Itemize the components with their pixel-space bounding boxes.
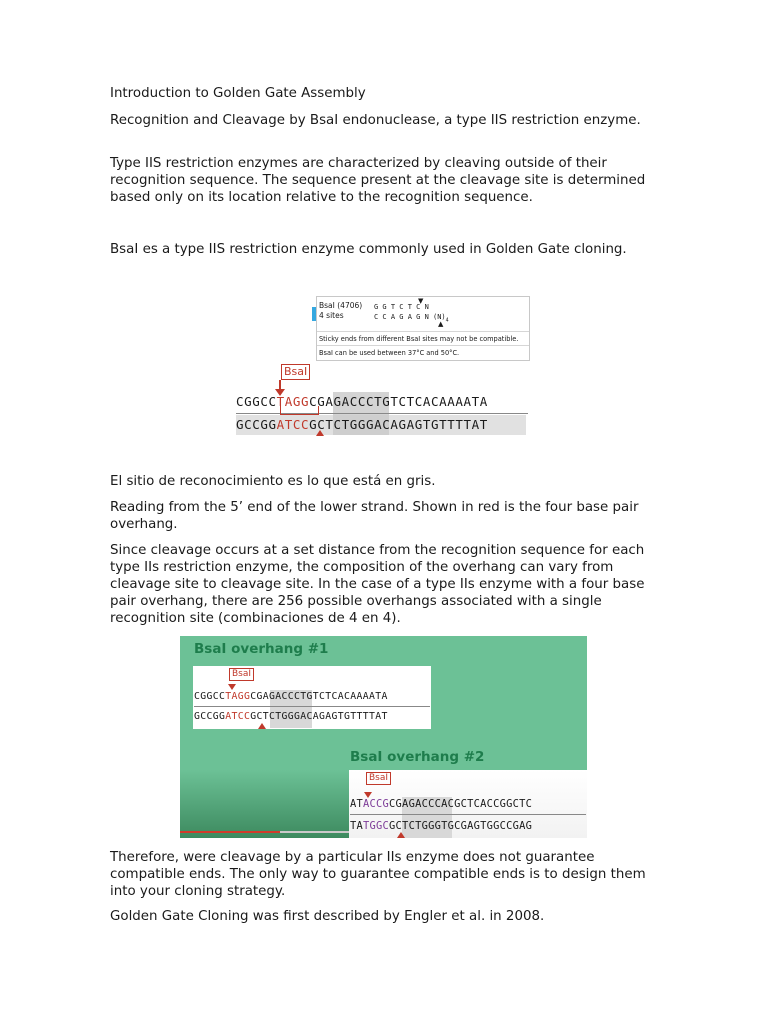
o1-bottom-overhang: ATCC [225, 711, 251, 722]
paragraph-lower-strand: Reading from the 5’ end of the lower strand. Shown in red is the four base pair overhang. [110, 500, 639, 532]
paragraph-overhangs: Since cleavage occurs at a set distance from the recognition sequence for each type IIs restriction enzyme, the composition of the overhang can vary from cleavage site to cleavage site. In the case of a type IIs enzyme with a four base pair overhang, there are 256 possible overhangs associated with a single recognition site (combinaciones de 4 en 4). [110, 543, 645, 626]
cut-arrow-down: ▼ [418, 297, 424, 305]
figure-bsai-site [236, 295, 532, 438]
tooltip-divider-2 [317, 345, 529, 346]
o2-top-overhang: ACCG [363, 798, 390, 810]
bottom-cut-arrowhead [316, 430, 324, 436]
o1-top-overhang: TAGG [225, 691, 251, 702]
paragraph-bsai: BsaI es a type IIS restriction enzyme commonly used in Golden Gate cloning. [110, 242, 627, 257]
o2-top-a: AT [350, 798, 364, 810]
tooltip-divider [317, 331, 529, 332]
overhang2-bottom-arrowhead [397, 832, 405, 838]
overhang1-title: BsaI overhang #1 [194, 641, 329, 657]
lower-left-gray-line [280, 831, 350, 833]
paragraph-type-iis: Type IIS restriction enzymes are characterized by cleaving outside of their recognition sequence. The sequence present at the cleavage site is determined based only on its location relative to the recognition sequence. [110, 156, 646, 205]
lower-left-gradient [180, 770, 350, 838]
bottom-strand-c: GCTCTGGGACAGAGTGTTTTAT [309, 417, 488, 432]
overhang1-ruler [194, 706, 430, 707]
o2-bottom-c: GCTCTGGGTGCGAGTGGCCGAG [389, 820, 533, 832]
overhang2-top-strand [350, 798, 532, 810]
o1-top-c: CGAGACCCTGTCTCACAAAATA [250, 691, 388, 702]
tooltip-enzyme: BsaI (4706) [319, 301, 363, 310]
o1-top-a: CGGCC [194, 691, 226, 702]
tooltip-seq-bottom: C C A G A G N (N) [374, 313, 446, 321]
tooltip-note-compat: Sticky ends from different BsaI sites may not be compatible. [319, 335, 519, 343]
overhang1-top-strand [194, 691, 388, 702]
bottom-strand-overhang: ATCC [276, 417, 310, 432]
top-strand-overhang: TAGG [276, 394, 310, 409]
overhang2-bsai-label: BsaI [366, 772, 391, 785]
paragraph-gray-site: El sitio de reconocimiento es lo que está en gris. [110, 474, 436, 489]
figure-overhangs [180, 636, 587, 838]
tooltip-sites: 4 sites [319, 311, 344, 320]
tooltip-seq-top: G G T C T C N [374, 303, 429, 311]
paragraph-compatible-ends: Therefore, were cleavage by a particular IIs enzyme does not guarantee compatible ends. The only way to guarantee compatible ends is to design them into your cloning strategy. [110, 850, 646, 899]
o2-top-c: CGAGACCCACGCTCACCGGCTC [389, 798, 533, 810]
cut-path [280, 406, 319, 415]
top-strand-c: CGAGACCCTGTCTCACAAAATA [309, 394, 488, 409]
cut-arrow-up: ▲ [438, 320, 444, 328]
o1-bottom-a: GCCGG [194, 711, 226, 722]
enzyme-tooltip [316, 296, 530, 361]
top-strand [236, 394, 488, 409]
overhang1-arrowhead [228, 684, 236, 690]
overhang1-panel [193, 666, 431, 729]
paragraph-recognition: Recognition and Cleavage by BsaI endonuclease, a type IIS restriction enzyme. [110, 113, 641, 128]
bsai-label: BsaI [281, 364, 310, 380]
page-title: Introduction to Golden Gate Assembly [110, 86, 366, 101]
lower-left-red-line [180, 831, 280, 833]
overhang2-title: BsaI overhang #2 [350, 749, 485, 765]
overhang2-bottom-strand [350, 820, 532, 832]
overhang1-bottom-strand [194, 711, 388, 722]
tooltip-marker [312, 307, 316, 321]
o2-bottom-a: TA [350, 820, 364, 832]
tooltip-subscript: 4 [445, 317, 449, 324]
bottom-strand [236, 417, 488, 432]
overhang1-bsai-label: BsaI [229, 668, 254, 681]
tooltip-note-temp: BsaI can be used between 37°C and 50°C. [319, 349, 460, 357]
overhang1-bottom-arrowhead [258, 723, 266, 729]
bottom-strand-a: GCCGG [236, 417, 277, 432]
o2-bottom-overhang: TGGC [363, 820, 390, 832]
top-strand-a: CGGCC [236, 394, 277, 409]
paragraph-engler: Golden Gate Cloning was first described by Engler et al. in 2008. [110, 909, 545, 924]
o1-bottom-c: GCTCTGGGACAGAGTGTTTTAT [250, 711, 388, 722]
overhang2-panel [349, 770, 587, 838]
overhang2-ruler [350, 814, 586, 815]
